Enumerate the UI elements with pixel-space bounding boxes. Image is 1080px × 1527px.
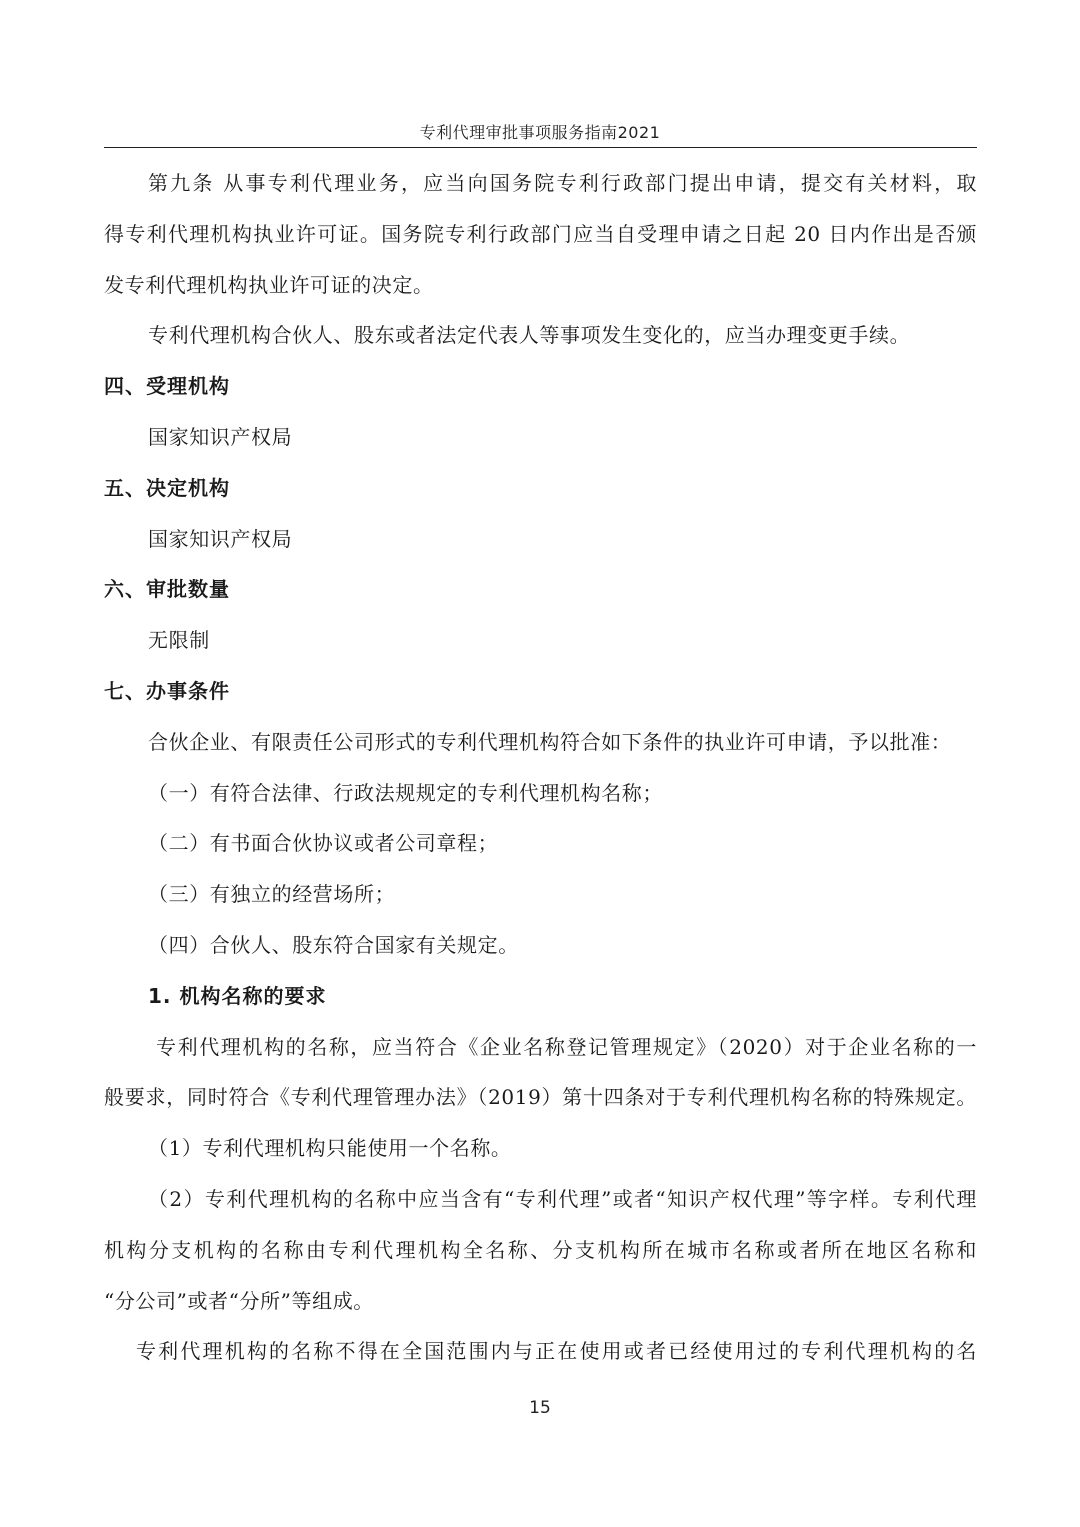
page-body xyxy=(104,158,977,1377)
article-9-line-3: 发专利代理机构执业许可证的决定。 xyxy=(104,272,434,297)
condition-item: （二）有书面合伙协议或者公司章程； xyxy=(148,831,499,856)
page-number: 15 xyxy=(529,1398,551,1418)
section-7-heading: 七、办事条件 xyxy=(104,678,230,703)
condition-item: （三）有独立的经营场所； xyxy=(148,882,396,907)
section-4-text: 国家知识产权局 xyxy=(148,424,293,449)
name-uniqueness-line: 专利代理机构的名称不得在全国范围内与正在使用或者已经使用过的专利代理机构的名 xyxy=(136,1339,977,1364)
article-9-line-2: 得专利代理机构执业许可证。国务院专利行政部门应当自受理申请之日起 20 日内作出是否颁 xyxy=(104,221,977,246)
name-rule-item-2-line-1: （2）专利代理机构的名称中应当含有“专利代理”或者“知识产权代理”等字样。专利代理 xyxy=(148,1186,977,1211)
section-4-heading: 四、受理机构 xyxy=(104,374,230,399)
name-rule-item-2-line-3: “分公司”或者“分所”等组成。 xyxy=(104,1288,374,1313)
name-rule-item-2-line-2: 机构分支机构的名称由专利代理机构全名称、分支机构所在城市名称或者所在地区名称和 xyxy=(104,1237,977,1262)
condition-item: （四）合伙人、股东符合国家有关规定。 xyxy=(148,932,519,957)
section-6-text: 无限制 xyxy=(148,628,210,653)
name-requirement-line-1: 专利代理机构的名称，应当符合《企业名称登记管理规定》（2020）对于企业名称的一 xyxy=(156,1034,977,1059)
article-9-line-1: 第九条 从事专利代理业务，应当向国务院专利行政部门提出申请，提交有关材料，取 xyxy=(148,171,977,195)
section-5-heading: 五、决定机构 xyxy=(104,475,230,500)
running-header-title: 专利代理审批事项服务指南2021 xyxy=(419,123,661,142)
name-requirement-line-2: 般要求，同时符合《专利代理管理办法》（2019）第十四条对于专利代理机构名称的特殊规定。 xyxy=(104,1085,977,1110)
name-rule-item-1: （1）专利代理机构只能使用一个名称。 xyxy=(148,1136,512,1161)
article-9-paragraph-2: 专利代理机构合伙人、股东或者法定代表人等事项发生变化的，应当办理变更手续。 xyxy=(148,323,911,348)
subsection-1-heading: 1. 机构名称的要求 xyxy=(148,983,327,1008)
condition-item: （一）有符合法律、行政法规规定的专利代理机构名称； xyxy=(148,780,663,805)
section-5-text: 国家知识产权局 xyxy=(148,526,293,551)
header-divider xyxy=(104,147,977,148)
section-6-heading: 六、审批数量 xyxy=(104,577,230,602)
section-7-intro: 合伙企业、有限责任公司形式的专利代理机构符合如下条件的执业许可申请，予以批准： xyxy=(148,729,952,754)
